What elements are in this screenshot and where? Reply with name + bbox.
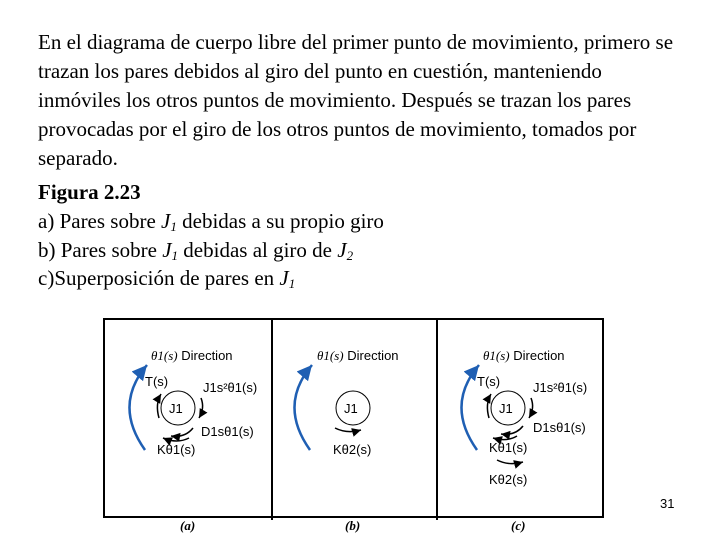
spring-other-label-c: Kθ2(s) <box>489 472 528 487</box>
torque-arrow-c <box>487 394 491 418</box>
panel-a <box>129 348 257 457</box>
theta-direction-label-a: θ1(s) Direction <box>151 348 233 363</box>
torque-arrow-a <box>157 394 161 418</box>
inertia-label-c: J1s²θ1(s) <box>533 380 588 395</box>
panel-c <box>461 348 587 487</box>
damping-arrow-a <box>171 428 193 436</box>
spring-other-arrow-c <box>497 460 523 464</box>
caption-c: c)Superposición de pares en $J_1$ <box>38 266 296 291</box>
torque-label-c: T(s) <box>477 374 501 389</box>
inertia-arrow-a <box>199 398 203 418</box>
spring-other-arrow-b <box>335 428 361 432</box>
spring-self-label-c: Kθ1(s) <box>489 440 528 455</box>
body-paragraph: En el diagrama de cuerpo libre del primer punto de movimiento, primero se trazan los pares debidos al giro del punto en cuestión, manteniendo inmóviles los otros puntos de movimiento. Después se trazan los pares provocadas por el giro de los otros puntos de movimiento, tomados por separado. <box>38 30 674 170</box>
theta-direction-label-b: θ1(s) Direction <box>317 348 399 363</box>
damping-label-a: D1sθ1(s) <box>201 424 254 439</box>
spring-other-label-b: Kθ2(s) <box>333 442 372 457</box>
caption-a: a) Pares sobre $J_1$ debidas a su propio giro <box>38 209 384 234</box>
caption-b: b) Pares sobre $J_1$ debidas al giro de $J_2$ <box>38 238 354 263</box>
inertia-arrow-c <box>529 398 533 418</box>
subfigure-label-a: (a) <box>180 518 196 533</box>
spring-label-a: Kθ1(s) <box>157 442 196 457</box>
torque-label-a: T(s) <box>145 374 169 389</box>
page-number: 31 <box>660 496 675 511</box>
mass-label-c: J1 <box>499 401 513 416</box>
mass-label-b: J1 <box>344 401 358 416</box>
figure-title: Figura 2.23 <box>38 180 141 204</box>
damping-label-c: D1sθ1(s) <box>533 420 586 435</box>
mass-label-a: J1 <box>169 401 183 416</box>
subfigure-label-b: (b) <box>345 518 361 533</box>
damping-arrow-c <box>501 426 523 434</box>
direction-arrow-b <box>294 365 312 450</box>
theta-direction-label-c: θ1(s) Direction <box>483 348 565 363</box>
free-body-figure <box>103 318 604 518</box>
inertia-label-a: J1s²θ1(s) <box>203 380 258 395</box>
subfigure-label-c: (c) <box>511 518 526 533</box>
spring-arrow-a <box>163 438 189 441</box>
panel-b <box>294 348 398 457</box>
